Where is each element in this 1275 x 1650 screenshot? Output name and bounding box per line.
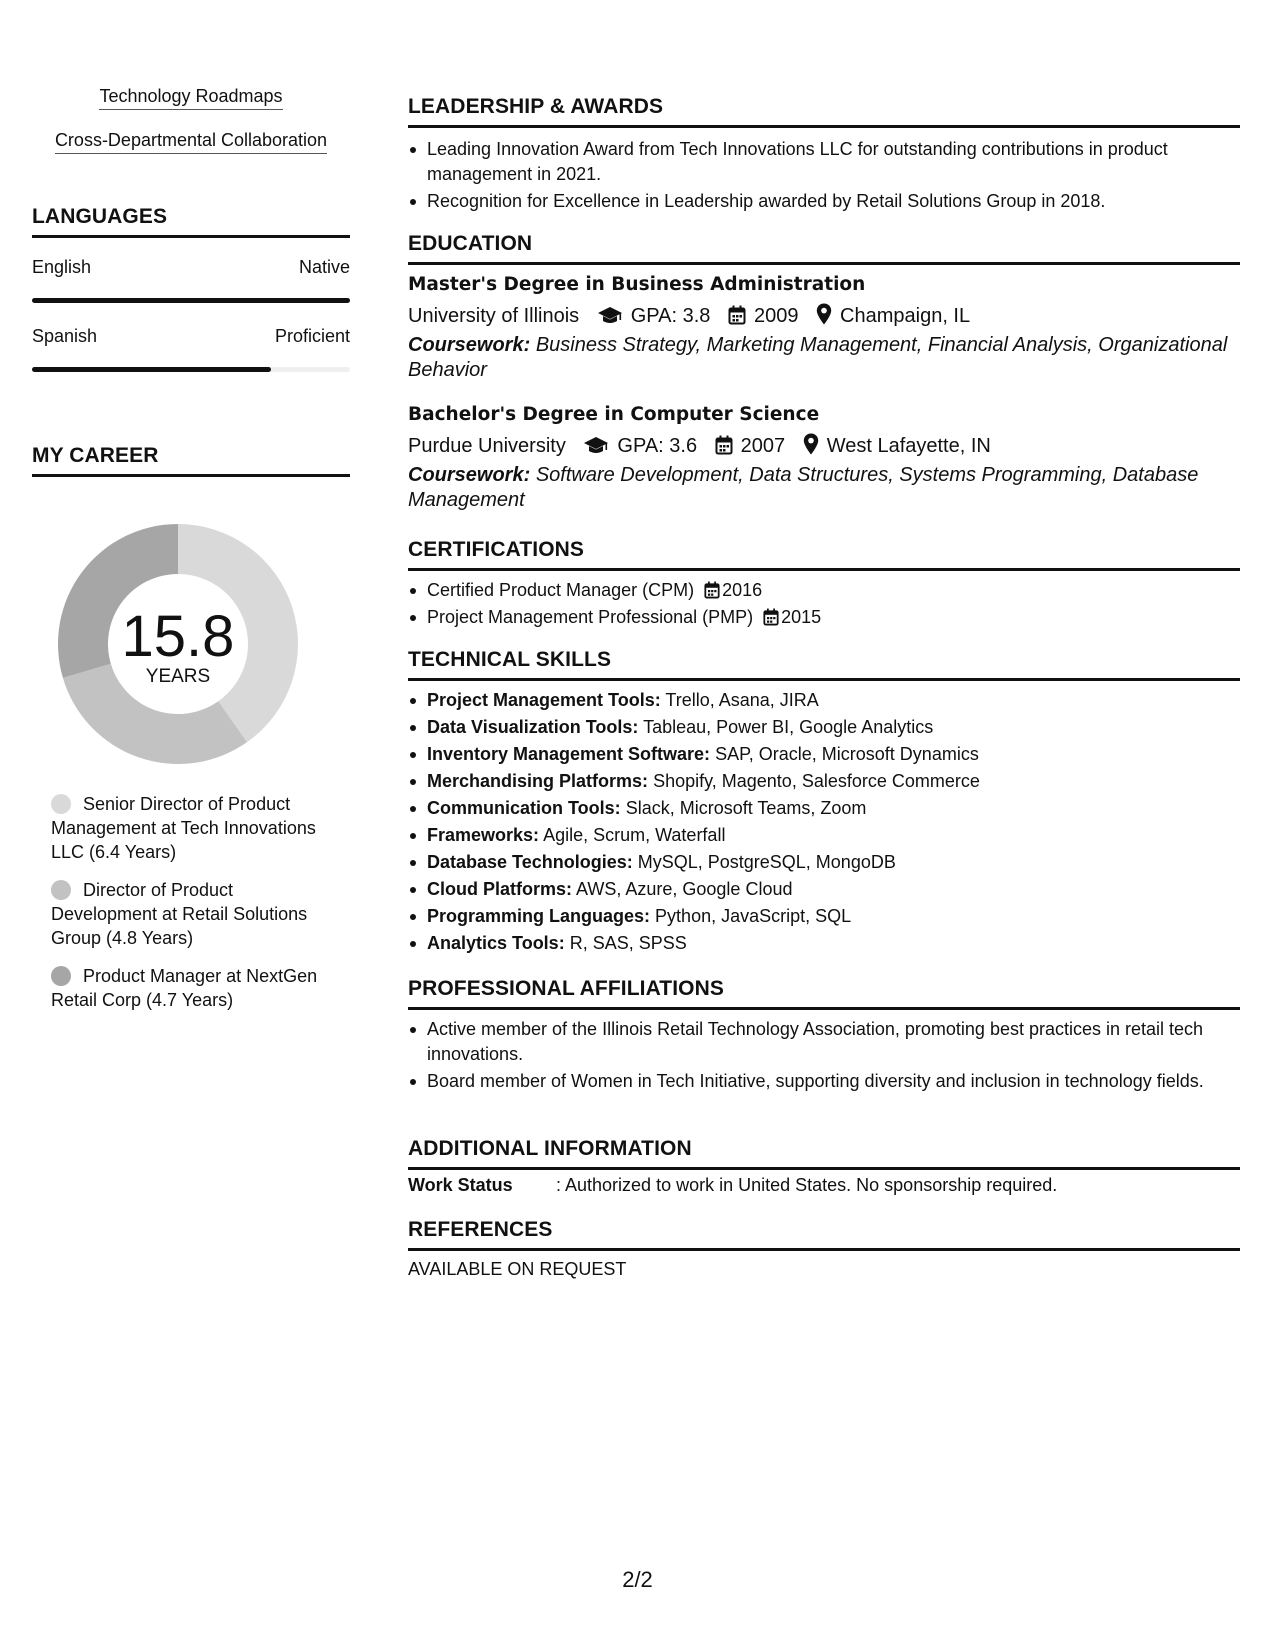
certification-name: Project Management Professional (PMP) [427,607,754,627]
work-status-value: : Authorized to work in United States. No sponsorship required. [556,1175,1058,1195]
skill-label: Analytics Tools: [427,933,565,953]
references-text: AVAILABLE ON REQUEST [408,1259,627,1279]
map-pin-icon [803,433,819,455]
list-item: Active member of the Illinois Retail Technology Association, promoting best practices in retail tech innovations. [408,1017,1240,1066]
coursework [408,463,1240,513]
gpa-value: GPA: 3.8 [630,305,711,327]
technical-skills-heading: TECHNICAL SKILLS [408,648,1240,681]
career-legend-item [51,792,341,864]
references-heading: REFERENCES [408,1218,1240,1251]
career-legend-label: Director of Product Development at Retail Solutions Group (4.8 Years) [51,880,308,948]
list-item [408,742,1240,767]
certification-year: 2015 [781,607,822,627]
legend-swatch [51,966,71,986]
list-item [408,904,1240,929]
degree-meta [408,303,970,328]
language-proficiency-bar [32,298,350,303]
technical-skills-list [408,688,1240,958]
language-proficiency-fill [32,298,350,303]
skill-tag-label: Cross-Departmental Collaboration [55,130,327,154]
skill-label: Merchandising Platforms: [427,771,649,791]
school-location: West Lafayette, IN [826,435,991,457]
calendar-icon [715,435,733,455]
coursework-text: Software Development, Data Structures, Systems Programming, Database Management [408,464,1199,511]
calendar-icon [728,305,746,325]
skill-tag-label: Technology Roadmaps [99,86,282,110]
skill-value: MySQL, PostgreSQL, MongoDB [637,852,896,872]
language-row [32,326,350,347]
language-level: Native [298,257,350,277]
work-status-label: Work Status [408,1175,513,1195]
language-row [32,257,350,278]
degree-meta [408,433,991,458]
skill-label: Programming Languages: [427,906,651,926]
calendar-icon [704,581,720,599]
calendar-icon [763,608,779,626]
additional-info-heading: ADDITIONAL INFORMATION [408,1137,1240,1170]
skill-value: R, SAS, SPSS [569,933,687,953]
coursework-text: Business Strategy, Marketing Management, Financial Analysis, Organizational Behavior [408,334,1228,381]
skill-value: AWS, Azure, Google Cloud [576,879,793,899]
skill-label: Project Management Tools: [427,690,661,710]
coursework-label: Coursework: [408,334,531,356]
skill-tag [32,130,350,154]
skill-label: Data Visualization Tools: [427,717,639,737]
language-level: Proficient [274,326,350,346]
language-proficiency-bar [32,367,350,372]
language-name: English [32,257,92,277]
certification-year: 2016 [722,580,763,600]
skill-value: Tableau, Power BI, Google Analytics [643,717,934,737]
legend-swatch [51,880,71,900]
leadership-list [408,137,1240,216]
legend-swatch [51,794,71,814]
list-item: Recognition for Excellence in Leadership awarded by Retail Solutions Group in 2018. [408,189,1240,214]
skill-label: Frameworks: [427,825,540,845]
education-heading: EDUCATION [408,232,1240,265]
career-total-unit: YEARS [145,666,211,687]
certifications-list [408,578,1240,632]
career-legend-label: Product Manager at NextGen Retail Corp (4.7 Years) [51,966,318,1010]
career-total-years: 15.8 [121,604,235,669]
language-name: Spanish [32,326,98,346]
skill-value: Python, JavaScript, SQL [655,906,852,926]
gpa-value: GPA: 3.6 [617,435,698,457]
career-donut-chart [54,520,302,768]
language-proficiency-fill [32,367,271,372]
career-legend-label: Senior Director of Product Management at Tech Innovations LLC (6.4 Years) [51,794,316,862]
career-legend-item [51,964,341,1012]
list-item: Leading Innovation Award from Tech Innovations LLC for outstanding contributions in product management in 2021. [408,137,1240,186]
skill-value: SAP, Oracle, Microsoft Dynamics [715,744,979,764]
graduation-cap-icon [583,435,609,455]
degree-title: Master's Degree in Business Administration [408,274,866,295]
certification-name: Certified Product Manager (CPM) [427,580,695,600]
coursework [408,333,1240,383]
skill-value: Slack, Microsoft Teams, Zoom [625,798,867,818]
career-heading: MY CAREER [32,444,350,477]
skill-value: Agile, Scrum, Waterfall [543,825,726,845]
skill-value: Shopify, Magento, Salesforce Commerce [653,771,980,791]
degree-title: Bachelor's Degree in Computer Science [408,404,820,425]
list-item [408,769,1240,794]
graduation-cap-icon [597,305,623,325]
skill-tag [32,86,350,110]
coursework-label: Coursework: [408,464,531,486]
skill-label: Communication Tools: [427,798,621,818]
school-name: University of Illinois [408,305,580,327]
graduation-year: 2007 [740,435,786,457]
map-pin-icon [816,303,832,325]
school-location: Champaign, IL [840,305,971,327]
list-item [408,931,1240,956]
list-item [408,796,1240,821]
graduation-year: 2009 [753,305,799,327]
skill-value: Trello, Asana, JIRA [665,690,819,710]
list-item [408,688,1240,713]
list-item [408,578,1240,603]
page-number: 2/2 [622,1567,653,1592]
list-item: Board member of Women in Tech Initiative, supporting diversity and inclusion in technology fields. [408,1069,1240,1094]
list-item [408,877,1240,902]
school-name: Purdue University [408,435,566,457]
list-item [408,823,1240,848]
leadership-heading: LEADERSHIP & AWARDS [408,95,1240,128]
skill-label: Database Technologies: [427,852,633,872]
career-legend-item [51,878,341,950]
list-item [408,850,1240,875]
skill-label: Cloud Platforms: [427,879,573,899]
skill-label: Inventory Management Software: [427,744,711,764]
affiliations-heading: PROFESSIONAL AFFILIATIONS [408,977,1240,1010]
languages-heading: LANGUAGES [32,205,350,238]
certifications-heading: CERTIFICATIONS [408,538,1240,571]
list-item [408,715,1240,740]
list-item [408,605,1240,630]
affiliations-list [408,1017,1240,1096]
